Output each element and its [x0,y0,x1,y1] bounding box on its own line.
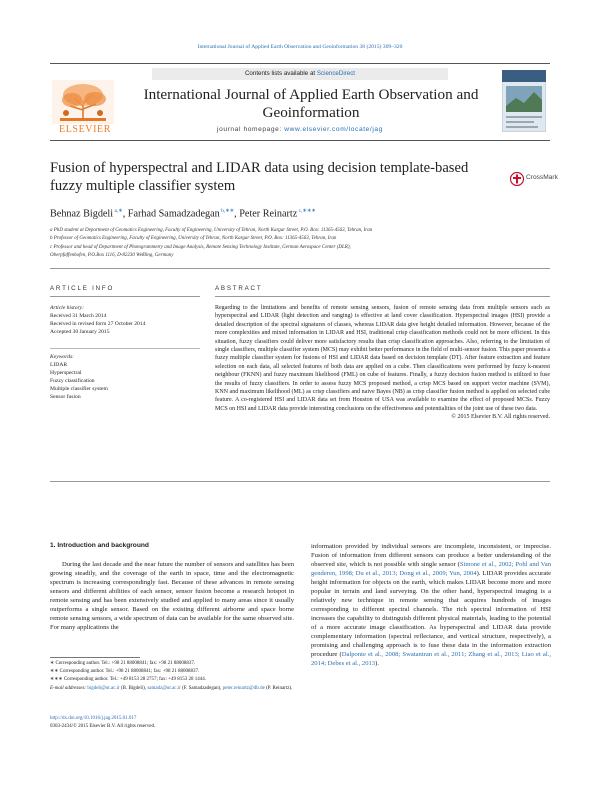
article-info-heading: ARTICLE INFO [50,285,115,292]
affiliation-line: b Professor of Geomatics Engineering, Faculty of Engineering, University of Tehran, North Kargar Street, P.O. Box: 11365-4563, Tehran, Iran [50,236,337,242]
journal-homepage [152,126,448,133]
homepage-link[interactable]: www.elsevier.com/locate/jag [284,126,383,133]
journal-reference[interactable]: International Journal of Applied Earth Observation and Geoinformation 38 (2015) 309–320 [197,44,403,50]
author-affil-marker[interactable]: a,∗ [113,208,123,214]
email-link[interactable]: bigdeli@ut.ac.ir [87,685,120,691]
affiliations [50,227,550,261]
author-list [50,208,550,219]
elsevier-tree-logo[interactable] [52,80,114,124]
author-affil-marker[interactable]: b,∗∗ [219,208,235,214]
divider [50,481,550,482]
email-link[interactable]: samadz@ut.ac.ir [147,685,181,691]
body-text: ). [375,660,379,667]
body-column-left [50,560,294,632]
keywords [50,353,200,401]
divider [50,348,200,349]
affiliation-line: c Professor and head of Department of Photogrammetry and Image Analysis, Remote Sensing Technology Institute, German Aerospace Center (DLR), [50,244,351,250]
homepage-prefix: journal homepage: [217,126,285,133]
publisher-name: ELSEVIER [58,124,112,135]
issn-copyright: 0303-2434/© 2015 Elsevier B.V. All rights reserved. [50,723,156,729]
paper-title: Fusion of hyperspectral and LIDAR data using decision template-based fuzzy multiple classifier system [50,160,469,194]
divider [50,296,200,297]
crossmark-label: CrossMark [526,174,558,181]
footnote: ∗∗∗ Corresponding author. Tel.: +49 8153 28 2757; fax: +49 8153 28 1444. [50,677,206,683]
author-separator: , [122,208,128,220]
author-name: Farhad Samadzadegan [127,208,220,220]
history-item: Received 31 March 2014 [50,313,107,319]
contents-prefix: Contents lists available at [244,70,317,77]
email-label: E-mail addresses: [50,685,88,691]
citation-link[interactable]: Simone et al., 2002; Pohl and Van genderen, 1998; Du et al., 2013; Dong et al., 2009; Yun, 2004 [311,561,551,577]
contents-banner [152,68,448,80]
keyword: Hyperspectral [50,370,82,376]
crossmark-badge[interactable] [510,172,558,186]
author-name: Behnaz Bigdeli [50,208,114,220]
author-separator: , [234,208,240,220]
divider [215,296,550,297]
keyword: Sensor fusion [50,394,81,400]
email-owner: (B. Bigdeli), [119,685,148,691]
sciencedirect-link[interactable]: ScienceDirect [316,70,356,77]
footnotes [50,660,294,693]
crossmark-icon [510,172,524,186]
email-owner: (F. Samadzadegan), [180,685,223,691]
body-paragraph: During the last decade and the near future the number of sensors and satellites has been growing steadily, and the coverage of the earth in space, time and the electromagnetic spectrum is increasing correspondingly fast. Because of these advances in remote sensing sensors and different abilities of each sensor, sensor fusion become a research hotspot in remote sensing and has been extensively studied and applied to many areas since it usually outperforms a single sensor. Based on the existing different airborne and space borne remote sensing sensors, a wide spectrum of data can be available for the same observed site. For many applications the [50,561,294,631]
abstract [215,304,550,422]
abstract-text: Regarding to the limitations and benefits of remote sensing sensors, fusion of remote sensing data from multiple sensors such as hyperspectral and LIDAR (light detection and ranging) is effective at land cover classification. Hyperspectral images (HSI) provide a detailed description of the spectral signatures of classes, whereas LIDAR data give height detailed information. However, because of the more complexities and mixed information in LIDAR and HSI, traditional crisp classification methods could not be more efficient. In this situation, fuzzy classifiers could deliver more satisfactory results than crisp classification approaches. Also, referring to the limitation of single classifiers, multiple classifier system (MCS) may exhibit better performance in the field of multi-sensor fusion. This paper presents a fuzzy multiple classifier system for fusions of HSI and LIDAR data based on decision template (DT). After feature extraction and feature selection on each data, all selected features of both data are applied on a cube. Then classifications were performed by fuzzy k-nearest neighbour (FKNN) and fuzzy maximum likelihood (FML) on cube of features. Finally, a fuzzy decision fusion method is utilized to fuse the results of fuzzy classifiers. In order to assess fuzzy MCS proposed method, a crisp MCS based on support vector machine (SVM), KNN and maximum likelihood (ML) as crisp classifiers and naive Bayes (NB) as crisp classifier fusion method is applied on selected cube feature. A co-registered HSI and LIDAR data set from Houston of USA was available to examine the effect of proposed MCSs. Fuzzy MCS on HSI and LIDAR data provide interesting conclusions on the effectiveness and potentialities of the joint use of these two data. [215,305,550,412]
footnote: ∗ Corresponding author. Tel.: +98 21 88008841; fax: +98 21 88008837. [50,661,196,666]
article-history [50,304,200,336]
history-label: Article history: [50,305,85,311]
divider [50,268,550,269]
body-text: information provided by individual sensors are incomplete, inconsistent, or imprecise. Fusion of information from different sensors can produce a better understanding of the observed site, which is not possible with single sensor ( [311,543,551,568]
journal-title[interactable]: International Journal of Applied Earth Observation and Geoinformation [143,86,479,121]
abstract-heading: ABSTRACT [215,285,263,292]
keyword: Multiple classifier system [50,386,108,392]
abstract-copyright: © 2015 Elsevier B.V. All rights reserved. [451,414,550,421]
journal-cover-image[interactable] [502,70,546,132]
citation-link[interactable]: Dalponte et al., 2008; Swatantran et al., 2011; Zhang et al., 2013; Liao et al., 2014; Debes et al., 2013 [311,651,551,667]
affiliation-line: a PhD student at Department of Geomatics Engineering, Faculty of Engineering, University of Tehran, North Kargar Street, P.O. Box: 11365-4563, Tehran, Iran [50,228,373,233]
section-heading: 1. Introduction and background [50,542,149,549]
body-text: ). LIDAR provides accurate height information for objects on the earth, which makes LIDAR become more and more popular in terrain and land surveying. On the other hand, hyperspectral imaging is a relatively new technique in remote sensing that acquires hundreds of images corresponding to different spectral channels. The rich spectral information of HSI increases the capability to distinguish different physical materials, leading to the potential of a more accurate image classification. As hyperspectral and LIDAR data provide complementary information (spectral reflectance, and vertical structure, respectively), a promising and challenging approach is to fuse these data in the information extraction procedure ( [311,570,551,658]
author-name: Peter Reinartz [239,208,298,220]
author-affil-marker[interactable]: c,∗∗∗ [297,208,316,214]
history-item: Accepted 30 January 2015 [50,329,110,335]
article-footer [50,715,294,730]
email-owner: (P. Reinartz). [264,685,293,691]
keywords-label: Keywords: [50,354,75,360]
keyword: LIDAR [50,362,68,368]
footnote-divider [50,657,140,658]
email-addresses [50,685,294,693]
footnote: ∗∗ Corresponding author. Tel.: +98 21 88008841; fax: +98 21 88008837. [50,669,200,675]
doi-link[interactable]: http://dx.doi.org/10.1016/j.jag.2015.01.017 [50,716,137,721]
email-link[interactable]: peter.reinartz@dlr.de [222,685,265,691]
affiliation-line: Oberpfaffenhofen, P.O.Box 1116, D-82230 Weßling, Germany [50,253,174,259]
keyword: Fuzzy classification [50,378,95,384]
history-item: Received in revised form 27 October 2014 [50,321,146,327]
body-column-right [311,542,551,668]
